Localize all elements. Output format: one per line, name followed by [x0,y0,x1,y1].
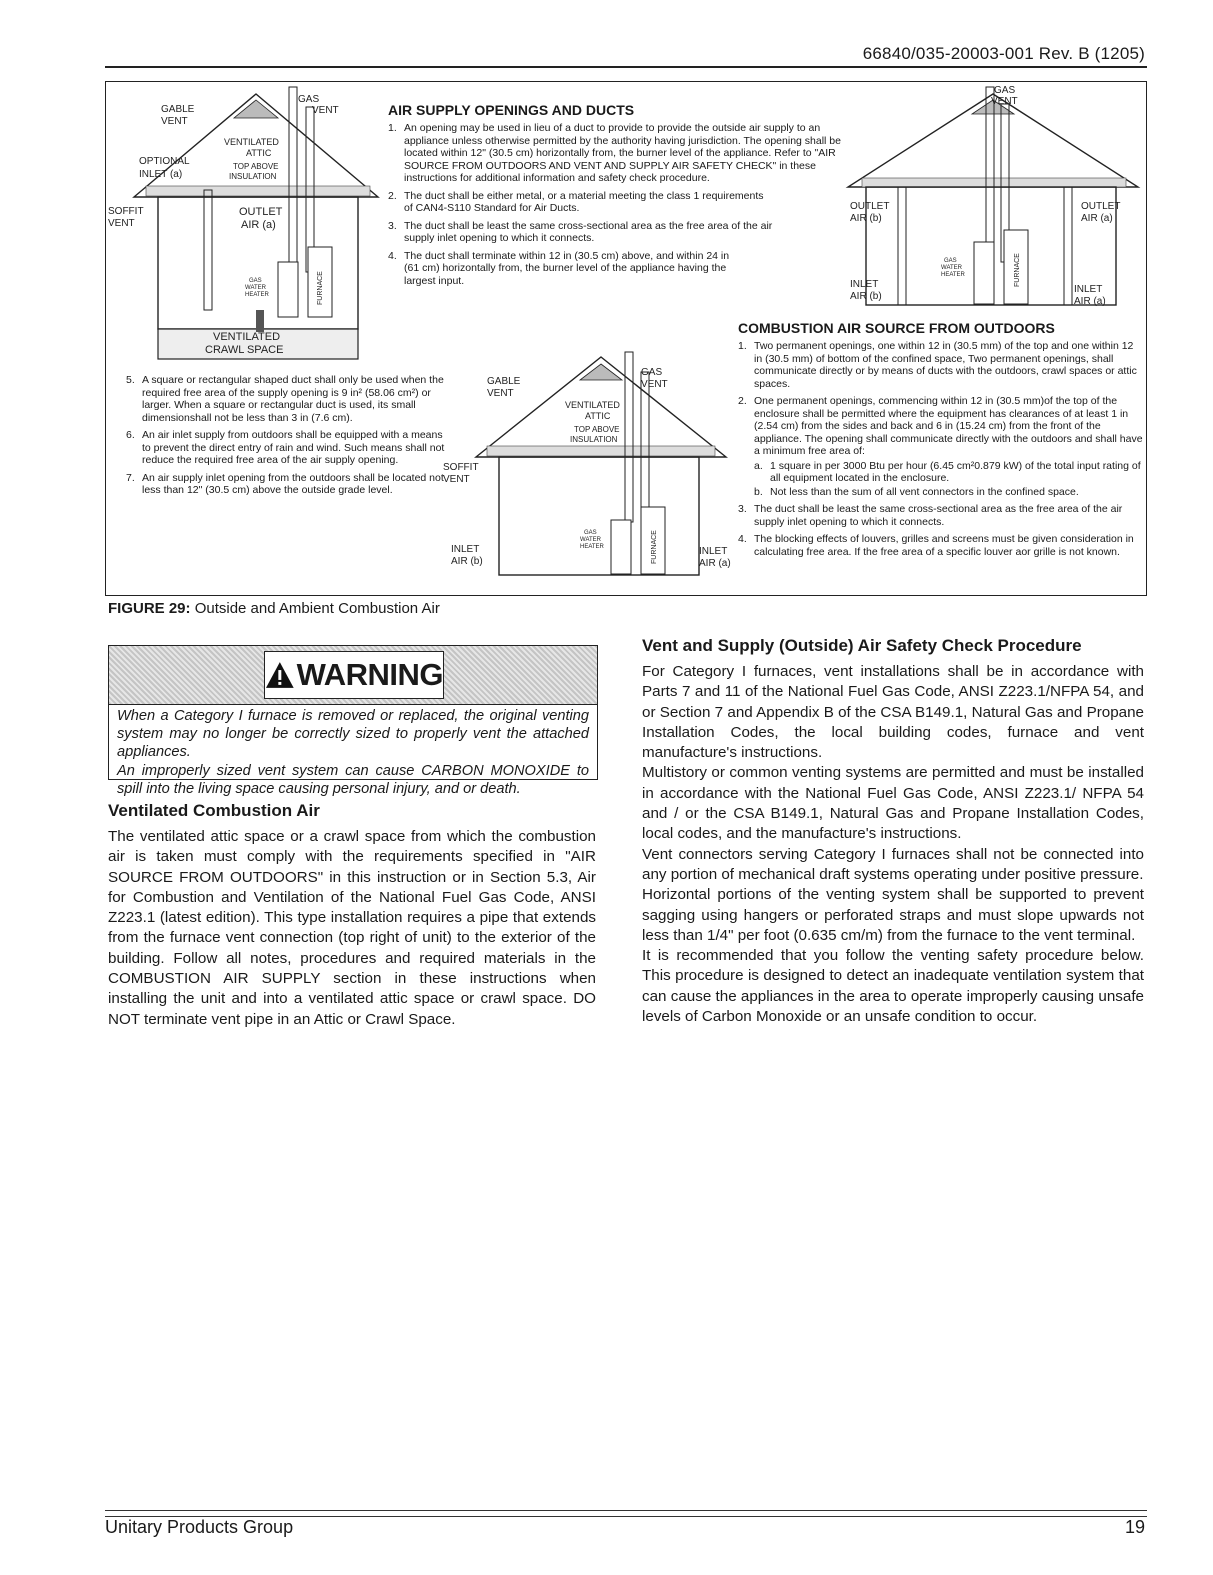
footer-rule [105,1510,1147,1517]
gable-vent-label-a2: VENT [161,116,188,127]
ventilated-combustion-body [108,827,596,1030]
combustion-item [738,533,1144,558]
ventilated-attic-label-a: VENTILATED [224,137,279,147]
supply-notes-left [126,374,448,502]
combustion-subitem [754,460,1144,485]
optional-inlet-label-a: OPTIONAL [139,156,190,167]
air-supply-title: AIR SUPPLY OPENINGS AND DUCTS [388,102,635,118]
gable-vent-label-b2: VENT [487,388,514,399]
outlet-air-label-a2: AIR (a) [241,219,276,231]
vent-check-heading: Vent and Supply (Outside) Air Safety Check Procedure [642,636,1082,655]
ventilated-paragraph: The ventilated attic space or a crawl space from which the combustion air is taken must comply with the requirements specified in "AIR SOURCE FROM OUTDOORS" in this instruction or in Section 5.3, Air for Combustion and Ventilation of the National Fuel Gas Code, ANSI Z223.1 (latest edition). This type installation requires a pipe that extends from the furnace vent connection (top right of unit) to the exterior of the building. Follow all notes, procedures and required materials in the COMBUSTION AIR SUPPLY section in these instructions when installing the unit and into a ventilated attic space or crawl space. DO NOT terminate vent pipe in an Attic or Crawl Space. [108,828,596,1028]
supply-note-text: A square or rectangular shaped duct shall only be used when the required free area of the supply opening is 9 in² (58.06 cm²) or larger. When a square or rectangular duct is used, its small dimensionshall not be less than 3 in (7.6 cm). [142,374,444,424]
furnace-label-a: FURNACE [317,271,324,305]
inlet-left-label-b: INLET [451,544,480,555]
gas-vent-label-b2: VENT [641,379,668,390]
air-supply-item-text: The duct shall be either metal, or a material meeting the class 1 requirements of CAN4-S110 Standard for Air Ducts. [404,189,764,214]
supply-note-text: An air supply inlet opening from the outdoors shall be located not less than 12" (30.5 cm) above the outside grade level. [142,471,444,496]
combustion-air-list [738,340,1144,558]
combustion-item-num: 2. [738,395,747,407]
figure-caption-label: FIGURE 29: [108,600,191,617]
inlet-left-label-c: INLET [850,279,879,290]
air-supply-item-text: The duct shall terminate within 12 in (30.5 cm) above, and within 24 in (61 cm) horizontally from, the burner level of the appliance having the largest input. [404,249,730,287]
combustion-subitem [754,486,1144,499]
warning-text [109,705,597,801]
outlet-left-label-c: OUTLET [850,201,890,212]
water-heater-label-a3: HEATER [245,292,269,298]
header-rule [105,66,1147,68]
ventilated-attic-label-b2: ATTIC [585,411,611,421]
soffit-vent-label-b2: VENT [443,474,470,485]
diagram-attic-crawl [106,82,386,372]
vent-check-paragraph: For Category I furnaces, vent installations shall be in accordance with Parts 7 and 11 of the National Fuel Gas Code, ANSI Z223.1/NFPA 54, and or Section 7 and Appendix B of the CSA B149.1, Natural Gas and Propane Installation Codes, the local building codes, furnace and vent manufacture's instructions. [642,663,1144,762]
top-above-label-a2: INSULATION [229,172,277,181]
inlet-right-label-b: INLET [699,546,728,557]
water-heater-label-b3: HEATER [580,544,604,550]
air-supply-item [388,250,734,288]
gas-vent-label-b: GAS [641,367,663,378]
water-heater-label-b: GAS [584,530,597,536]
diagram-outdoors-openings [786,82,1146,322]
combustion-air-title: COMBUSTION AIR SOURCE FROM OUTDOORS [738,320,1055,336]
optional-inlet-label-a2: INLET (a) [139,169,183,180]
combustion-item-num: 1. [738,340,747,352]
water-heater-label-b2: WATER [580,537,601,543]
air-supply-item [388,190,774,215]
supply-note-num: 5. [126,374,135,386]
footer-company: Unitary Products Group [105,1517,294,1537]
combustion-item-num: 3. [738,503,747,515]
water-heater-label-c: GAS [944,258,957,264]
gas-vent-label-a2: VENT [312,105,339,116]
warning-box [108,645,598,797]
vent-check-paragraph: Multistory or common venting systems are permitted and must be installed in accordance with the National Fuel Gas Code, ANSI Z223.1/ NFPA 54 and / or the CSA B149.1, Natural Gas and Propane Installation Codes, local codes, and the manufacture's instructions. [642,764,1144,843]
page-number: 19 [1124,1517,1145,1537]
ventilated-attic-label-b: VENTILATED [565,400,620,410]
crawl-space-label-a2: CRAWL SPACE [205,344,284,356]
air-supply-item-num: 2. [388,189,397,202]
ventilated-combustion-heading: Ventilated Combustion Air [108,801,320,820]
outlet-right-label-c2: AIR (a) [1081,213,1113,224]
ventilated-combustion-section [108,801,596,1030]
air-supply-item-num: 3. [388,219,397,232]
air-supply-item [388,220,774,245]
gas-vent-label-c: GAS [994,85,1016,96]
vent-check-paragraph: Vent connectors serving Category I furnaces shall not be connected into any portion of mechanical draft systems operating under positive pressure. [642,845,1144,883]
combustion-subitem-num: a. [754,459,763,472]
supply-note-text: An air inlet supply from outdoors shall be equipped with a means to prevent the direct entry of rain and wind. Such means shall not reduce the required free area of the air supply opening. [142,429,445,466]
air-supply-item-num: 4. [388,249,397,262]
furnace-label-c: FURNACE [1014,253,1021,287]
soffit-vent-label-a: SOFFIT [108,206,144,217]
figure-29-box [105,81,1147,596]
warning-paragraph: An improperly sized vent system can cause CARBON MONOXIDE to spill into the living space causing personal injury, and or death. [117,763,589,797]
soffit-vent-label-a2: VENT [108,218,135,229]
water-heater-label-c3: HEATER [941,272,965,278]
supply-note-item [126,429,448,467]
gas-vent-label-c2: VENT [991,96,1018,107]
warning-label [264,651,444,699]
inlet-left-label-b2: AIR (b) [451,556,483,567]
top-above-label-b: TOP ABOVE [574,425,620,434]
vent-check-paragraph: It is recommended that you follow the venting safety procedure below. This procedure is designed to detect an inadequate ventilation system that can cause the appliances in the area to operate improperly causing unsafe levels of Carbon Monoxide or an unsafe condition to occur. [642,947,1144,1026]
supply-note-num: 7. [126,471,135,484]
vent-check-paragraph: Horizontal portions of the venting system shall be supported to prevent sagging using hangers or perforated straps and must slope upwards not less than 1/4" per foot (0.635 cm/m) from the furnace to the vent terminal. [642,886,1144,944]
combustion-item-text: One permanent openings, commencing within 12 in (30.5 mm)of the top of the enclosure shall be permitted where the equipment has clearances of at least 1 in (2.54 cm) from the sides and back and 6 in (15.24 cm) from the front of the appliance. The opening shall communicate directly with the outdoors and shall have a minimum free area of: [754,395,1143,457]
top-above-label-b2: INSULATION [570,435,618,444]
outlet-air-label-a: OUTLET [239,206,283,218]
combustion-item [738,503,1144,528]
water-heater-label-a: GAS [249,278,262,284]
outlet-right-label-c: OUTLET [1081,201,1121,212]
top-above-label-a: TOP ABOVE [233,162,279,171]
warning-banner [109,646,597,705]
water-heater-label-c2: WATER [941,265,962,271]
supply-note-item [126,374,448,424]
combustion-subitem-num: b. [754,485,763,498]
soffit-vent-label-b: SOFFIT [443,462,479,473]
outlet-left-label-c2: AIR (b) [850,213,882,224]
gas-vent-label-a: GAS [298,94,320,105]
furnace-label-b: FURNACE [651,530,658,564]
figure-caption [108,600,440,617]
supply-notes-list [126,374,448,497]
warning-label-text: WARNING [296,657,443,692]
air-supply-item [388,122,854,185]
crawl-space-label-a: VENTILATED [213,331,281,343]
combustion-item [738,340,1144,390]
document-id: 66840/035-20003-001 Rev. B (1205) [862,44,1145,63]
ventilated-attic-label-a2: ATTIC [246,148,272,158]
supply-note-item [126,472,448,497]
gable-vent-label-b: GABLE [487,376,521,387]
warning-triangle-icon [265,661,295,689]
gable-vent-label-a: GABLE [161,104,195,115]
combustion-item-text: Two permanent openings, one within 12 in (30.5 mm) of the top and one within 12 in (30.5 mm) of bottom of the confined space, Two permanent openings, shall communicate directly or by means of ducts with the outdoors, crawl spaces or attic spaces. [754,340,1137,390]
air-supply-item-text: The duct shall be least the same cross-sectional area as the free area of the air supply inlet opening to which it connects. [404,219,773,244]
combustion-subitem-text: Not less than the sum of all vent connectors in the confined space. [770,485,1079,498]
combustion-item-num: 4. [738,533,747,545]
figure-caption-text: Outside and Ambient Combustion Air [194,600,440,617]
combustion-air-section [738,320,1144,563]
combustion-sublist [754,460,1144,499]
combustion-item-text: The duct shall be least the same cross-sectional area as the free area of the air supply inlet opening to which it connects. [754,503,1123,528]
warning-paragraph: When a Category I furnace is removed or replaced, the original venting system may no longer be correctly sized to properly vent the attached appliances. [117,708,589,760]
supply-note-num: 6. [126,429,135,441]
air-supply-item-text: An opening may be used in lieu of a duct to provide to provide the outside air supply to an appliance unless otherwise permitted by the authority having jurisdiction. The opening shall be located within 12" (30.5 cm) horizontally from, the burner level of the appliance. Refer to "AIR SOURCE FROM OUTDOORS AND VENT AND SUPPLY AIR SAFETY CHECK" in these instructions for additional information and safety check procedure. [404,122,841,184]
inlet-right-label-c: INLET [1074,284,1103,295]
combustion-subitem-text: 1 square in per 3000 Btu per hour (6.45 cm²0.879 kW) of the total input rating of all equipment located in the enclosure. [770,459,1141,484]
inlet-right-label-c2: AIR (a) [1074,296,1106,307]
diagram-attic-inlet [441,342,741,592]
combustion-item [738,395,1144,498]
inlet-left-label-c2: AIR (b) [850,291,882,302]
vent-check-body [642,662,1144,1027]
combustion-item-text: The blocking effects of louvers, grilles and screens must be given consideration in calculating free area. If the free area of a specific louver aor grille is not known. [754,533,1134,558]
vent-check-section [642,636,1144,1027]
inlet-right-label-b2: AIR (a) [699,558,731,569]
water-heater-label-a2: WATER [245,285,266,291]
air-supply-item-num: 1. [388,122,397,134]
